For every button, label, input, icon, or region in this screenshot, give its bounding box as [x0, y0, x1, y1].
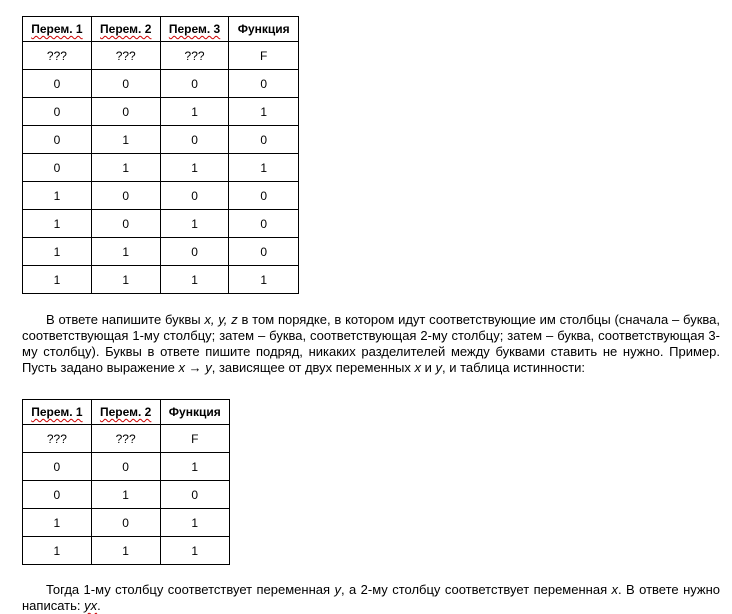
table-header-row — [23, 17, 299, 42]
cell: 0 — [160, 481, 230, 509]
table-row — [23, 266, 299, 294]
cell: 1 — [160, 266, 229, 294]
cell: 0 — [160, 238, 229, 266]
cell: 1 — [23, 266, 92, 294]
cell: 1 — [23, 537, 92, 565]
table-row — [23, 537, 230, 565]
cell: 0 — [23, 154, 92, 182]
cell: F — [160, 425, 230, 453]
table-header-row — [23, 400, 230, 425]
cell: 1 — [23, 210, 92, 238]
cell: 1 — [23, 238, 92, 266]
cell: ??? — [23, 42, 92, 70]
table-row — [23, 238, 299, 266]
table-row — [23, 481, 230, 509]
cell: 0 — [91, 453, 160, 481]
cell: 1 — [91, 266, 160, 294]
truth-table-example — [22, 399, 230, 565]
cell: 1 — [91, 481, 160, 509]
table-row — [23, 210, 299, 238]
cell: 0 — [91, 210, 160, 238]
cell: 0 — [23, 481, 92, 509]
cell: 1 — [229, 266, 299, 294]
header-var-2: Перем. 2 — [91, 17, 160, 42]
cell: 1 — [91, 154, 160, 182]
cell: 0 — [229, 238, 299, 266]
table-row — [23, 70, 299, 98]
cell: 1 — [229, 98, 299, 126]
table-row — [23, 154, 299, 182]
cell: 0 — [160, 126, 229, 154]
header-var-3: Перем. 3 — [160, 17, 229, 42]
cell: ??? — [91, 425, 160, 453]
cell: 1 — [229, 154, 299, 182]
table-row — [23, 42, 299, 70]
header-var-1: Перем. 1 — [23, 17, 92, 42]
answer-value: yx — [84, 598, 98, 613]
cell: 0 — [91, 182, 160, 210]
table-row — [23, 98, 299, 126]
cell: 1 — [160, 98, 229, 126]
cell: 1 — [160, 210, 229, 238]
cell: 1 — [23, 509, 92, 537]
cell: 1 — [160, 154, 229, 182]
table-row — [23, 453, 230, 481]
cell: 0 — [229, 210, 299, 238]
cell: 0 — [23, 98, 92, 126]
cell: 0 — [23, 126, 92, 154]
cell: 0 — [160, 70, 229, 98]
header-var-2: Перем. 2 — [91, 400, 160, 425]
cell: 0 — [91, 98, 160, 126]
cell: ??? — [23, 425, 92, 453]
table-row — [23, 126, 299, 154]
truth-table-three-variables — [22, 16, 299, 294]
table-row — [23, 182, 299, 210]
cell: 0 — [160, 182, 229, 210]
table-row — [23, 509, 230, 537]
cell: ??? — [91, 42, 160, 70]
instructions-paragraph: В ответе напишите буквы x, y, z в том порядке, в котором идут соответствующие им столбцы (сначала – буква, соответствующая 1-му столбцу; затем – буква, соответствующая 2-му столбцу; затем – буква, соответствующая 3-му столбцу). Буквы в ответе пишите подряд, никаких разделителей между буквами ставить не нужно. Пример. Пусть задано выражение x → y, зависящее от двух переменных x и y, и таблица истинности: — [22, 312, 720, 375]
cell: 1 — [160, 537, 230, 565]
cell: 0 — [229, 70, 299, 98]
cell: 1 — [91, 126, 160, 154]
cell: 1 — [23, 182, 92, 210]
table-row — [23, 425, 230, 453]
cell: 0 — [91, 509, 160, 537]
cell: 0 — [229, 126, 299, 154]
header-function: Функция — [160, 400, 230, 425]
answer-paragraph: Тогда 1-му столбцу соответствует переменная y, а 2-му столбцу соответствует переменная x. В ответе нужно написать: yx. — [22, 582, 720, 613]
cell: 1 — [91, 238, 160, 266]
header-var-1: Перем. 1 — [23, 400, 92, 425]
cell: F — [229, 42, 299, 70]
cell: ??? — [160, 42, 229, 70]
cell: 1 — [91, 537, 160, 565]
header-function: Функция — [229, 17, 299, 42]
cell: 0 — [91, 70, 160, 98]
cell: 0 — [23, 70, 92, 98]
cell: 1 — [160, 453, 230, 481]
cell: 1 — [160, 509, 230, 537]
cell: 0 — [23, 453, 92, 481]
cell: 0 — [229, 182, 299, 210]
